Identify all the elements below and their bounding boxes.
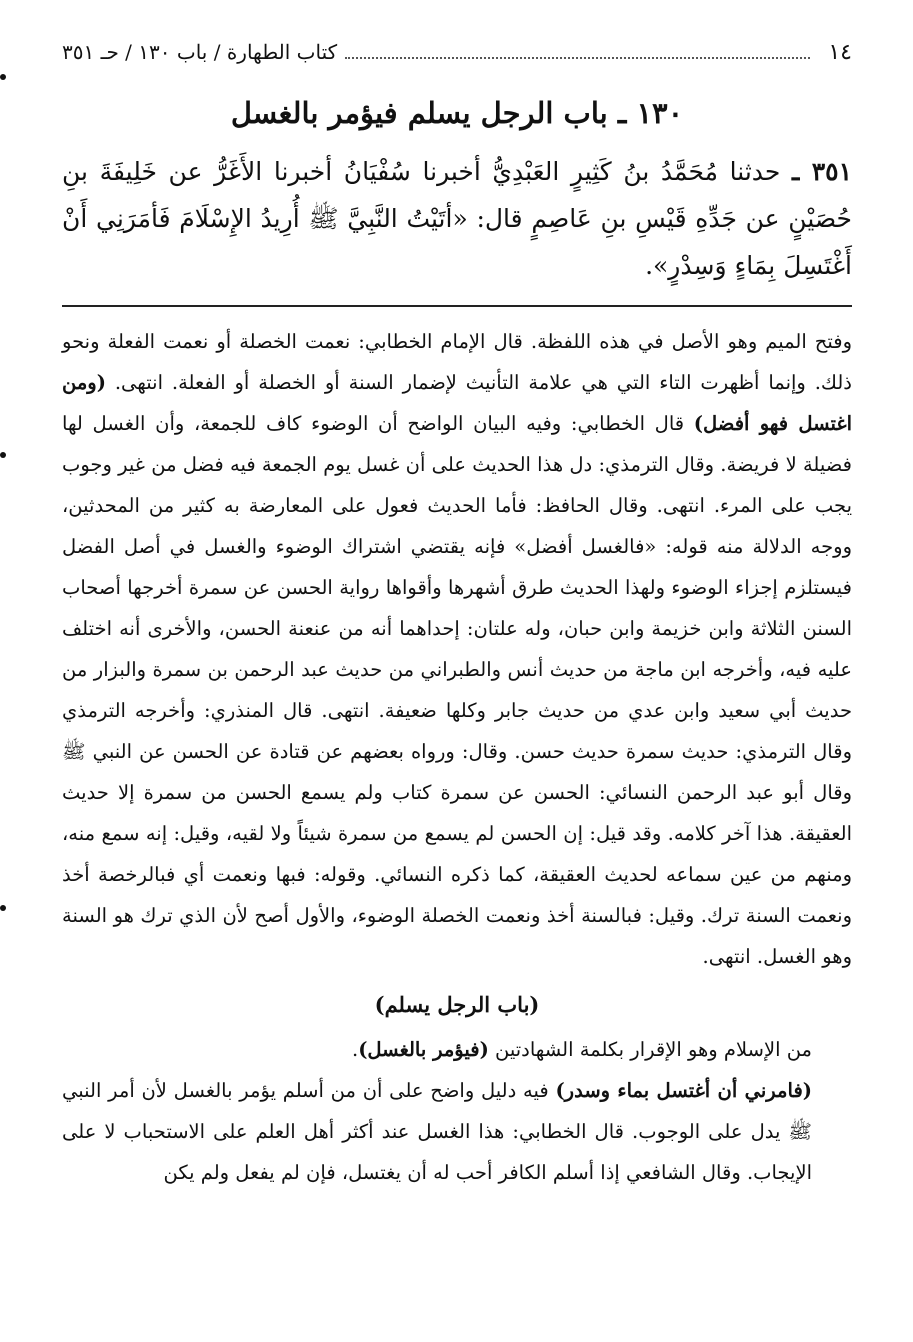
book-page <box>62 40 852 1193</box>
running-header <box>62 40 852 74</box>
commentary-text: وفتح الميم وهو الأصل في هذه اللفظة. قال الإمام الخطابي: نعمت الخصلة أو نعمت الفعلة ونحو ذلك. وإنما أظهرت التاء التي هي علامة التأنيث لإضمار السنة أو الخصلة أو الفعلة. انتهى. <box>62 330 852 394</box>
page-number: ١٤ <box>828 40 852 65</box>
margin-mark <box>0 74 6 80</box>
footnote-divider <box>62 305 852 307</box>
commentary-text: . <box>351 1038 359 1061</box>
commentary-text: فيه دليل واضح على أن من أسلم يؤمر بالغسل لأن أمر النبي ﷺ يدل على الوجوب. قال الخطابي: هذا الغسل عند أكثر أهل العلم على الاستحباب لا على الإيجاب. وقال الشافعي إذا أسلم الكافر أحب له أن يغتسل، فإن لم يفعل ولم يكن <box>62 1079 812 1184</box>
commentary-paragraph <box>62 1029 852 1070</box>
commentary-paragraph <box>62 321 852 977</box>
margin-mark <box>0 905 6 911</box>
chapter-title: ١٣٠ ـ باب الرجل يسلم فيؤمر بالغسل <box>230 96 684 130</box>
commentary <box>62 321 852 1193</box>
hadith-text <box>62 148 852 289</box>
commentary-bold-phrase: (ومن اغتسل فهو أفضل) <box>62 371 852 435</box>
commentary-bold-phrase: (فيؤمر بالغسل) <box>358 1038 489 1061</box>
hadith-number: ٣٥١ ـ <box>792 157 853 186</box>
commentary-text: من الإسلام وهو الإقرار بكلمة الشهادتين <box>495 1038 812 1061</box>
commentary-bold-phrase: (فامرني أن أغتسل بماء وسدر) <box>555 1079 812 1102</box>
commentary-paragraph <box>62 1070 852 1193</box>
hadith-body: حدثنا مُحَمَّدُ بنُ كَثِيرٍ العَبْدِيُّ أخبرنا سُفْيَانُ أخبرنا الأَغَرُّ عن خَلِيفَةَ بنِ حُصَيْنٍ عن جَدِّهِ قَيْسِ بنِ عَاصِمٍ قال: «أتَيْتُ النَّبِيَّ ﷺ أُرِيدُ الإِسْلَامَ فَأمَرَنِي أَنْ أَغْتَسِلَ بِمَاءٍ وَسِدْرٍ». <box>62 157 852 280</box>
sub-heading: (باب الرجل يسلم) <box>374 992 540 1017</box>
header-dotted-leader <box>345 57 810 59</box>
running-title: كتاب الطهارة / باب ١٣٠ / حـ ٣٥١ <box>62 40 338 64</box>
margin-mark <box>0 452 6 458</box>
commentary-text: قال الخطابي: وفيه البيان الواضح أن الوضوء كاف للجمعة، وأن الغسل لها فضيلة لا فريضة. وقال الترمذي: دل هذا الحديث على أن غسل يوم الجمعة فيه فضل من غير وجوب يجب على المرء. انتهى. وقال الحافظ: فأما الحديث فعول على المعارضة به كثير من المحدثين، ووجه الدلالة منه قوله: «فالغسل أفضل» فإنه يقتضي اشتراك الوضوء والغسل في أصل الفضل فيستلزم إجزاء الوضوء ولهذا الحديث طرق أشهرها وأقواها رواية الحسن عن سمرة أخرجها أصحاب السنن الثلاثة وابن خزيمة وابن حبان، وله علتان: إحداهما أنه من عنعنة الحسن، والأخرى أنه اختلف عليه فيه، وأخرجه ابن ماجة من حديث أنس والطبراني من حديث عبد الرحمن بن سمرة والبزار من حديث أبي سعيد وابن عدي من حديث جابر وكلها ضعيفة. انتهى. قال المنذري: وأخرجه الترمذي وقال الترمذي: حديث سمرة حديث حسن. وقال: ورواه بعضهم عن قتادة عن الحسن عن النبي ﷺ وقال أبو عبد الرحمن النسائي: الحسن عن سمرة كتاب ولم يسمع الحسن من سمرة إلا حديث العقيقة. هذا آخر كلامه. وقد قيل: إن الحسن لم يسمع من سمرة شيئاً ولا لقيه، وقيل: إنه سمع منه، ومنهم من عين سماعه لحديث العقيقة، كما ذكره النسائي. وقوله: فبها ونعمت أي فبالرخصة أخذ ونعمت السنة ترك. وقيل: فبالسنة أخذ ونعمت الخصلة الوضوء، والأول أصح لأن الذي ترك هو السنة وهو الغسل. انتهى. <box>62 412 852 968</box>
